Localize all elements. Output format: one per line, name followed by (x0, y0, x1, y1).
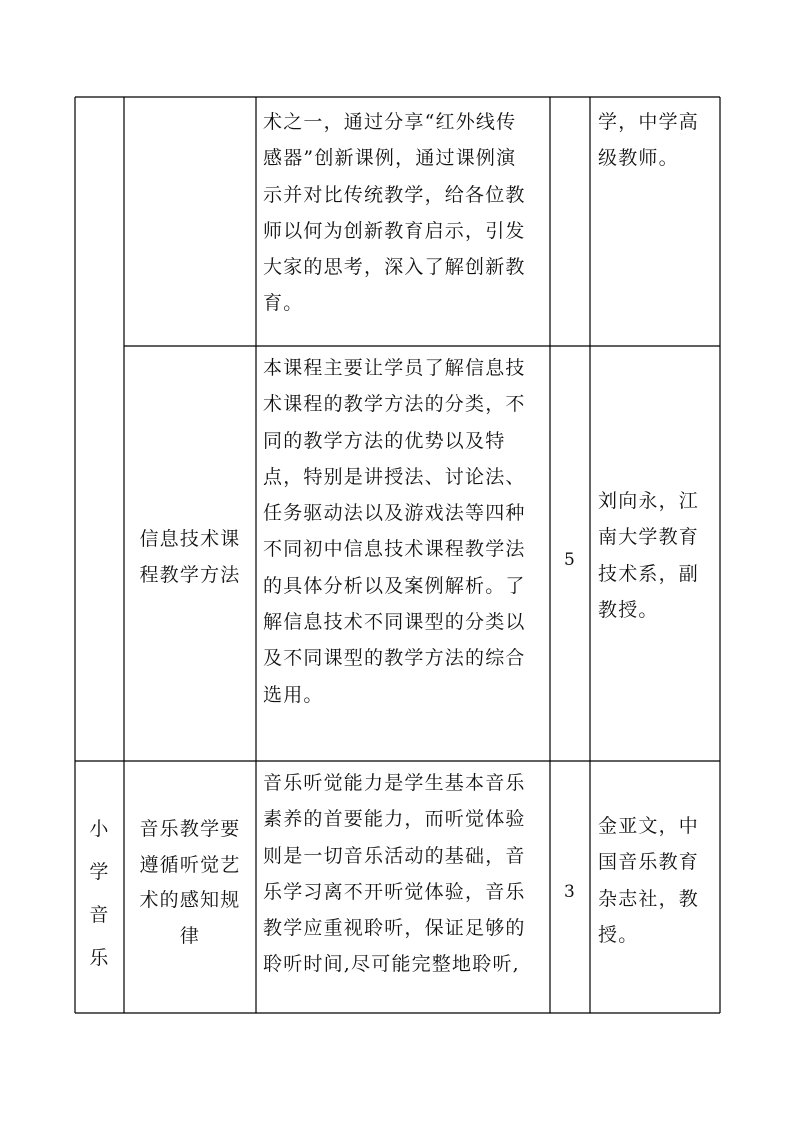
row2-course-title: 信息技术课 程教学方法 (139, 528, 241, 586)
row1-instructor: 学，中学高 级教师。 (598, 111, 700, 170)
row3-instructor: 金亚文，中 国音乐教育 杂志社，教 授。 (598, 815, 700, 946)
row2-hours: 5 (563, 550, 577, 570)
row2-instructor: 刘向永，江 南大学教育 技术系，副 教授。 (598, 490, 700, 621)
row3-hours: 3 (563, 882, 577, 902)
row3-category: 小 学 音 乐 (89, 818, 110, 969)
row3-course-title: 音乐教学要 遵循听觉艺 术的感知规 律 (139, 818, 241, 947)
row3-course-description: 音乐听觉能力是学生基本音乐 素养的首要能力，而听觉体验 则是一切音乐活动的基础，音 乐学习离不开听觉体验，音乐 教学应重视聆听，保证足够的 聆听时间,尽可能完整地聆听, (263, 772, 526, 976)
row2-course-description: 本课程主要让学员了解信息技 术课程的教学方法的分类，不 同的教学方法的优势以及特 点，特别是讲授法、讨论法、 任务驱动法以及游戏法等四种 不同初中信息技术课程教学法 的具体分析以及案例解析。了 解信息技术不同课型的分类以 及不同课型的教学方法的综合 选用。 (263, 357, 526, 706)
row1-course-description: 术之一，通过分享“红外线传 感器”创新课例，通过课例演 示并对比传统教学，给各位教 师以何为创新教育启示，引发 大家的思考，深入了解创新教 育。 (263, 111, 526, 315)
